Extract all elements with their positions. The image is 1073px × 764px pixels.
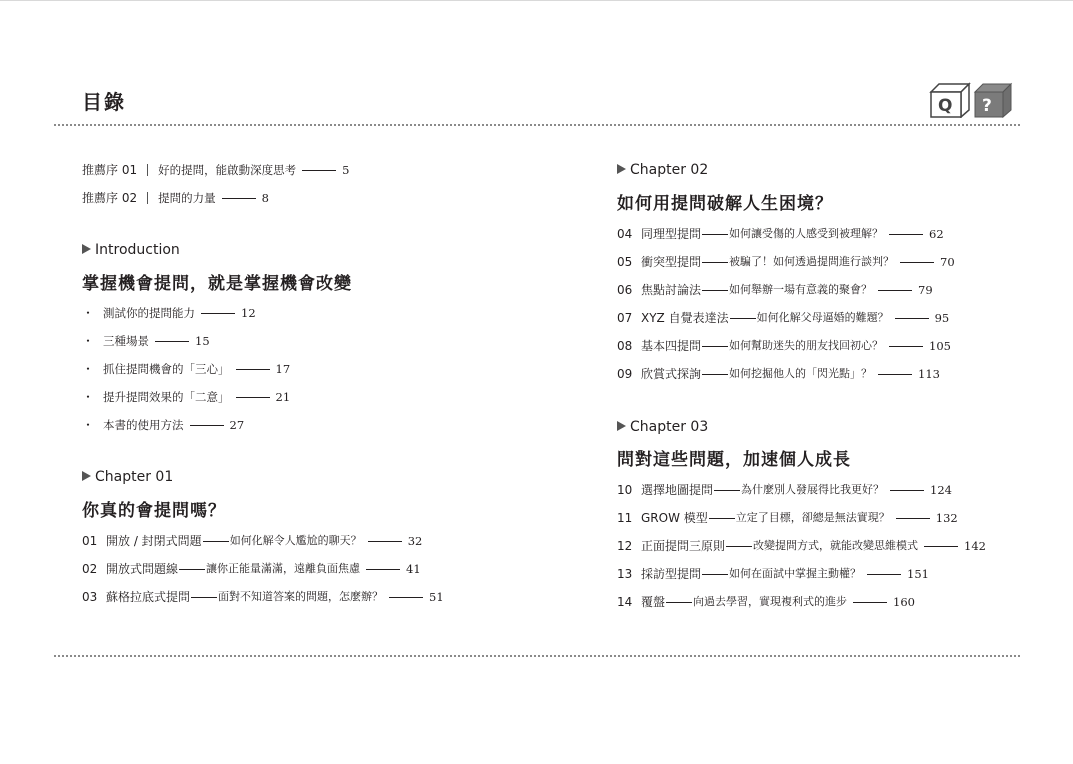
leader-dash — [889, 234, 923, 235]
entry-subtitle: 面對不知道答案的問題，怎麼辦？ — [218, 590, 384, 603]
entry-title: 開放 / 封閉式問題 — [106, 534, 202, 548]
entry-subtitle: 讓你正能量滿滿，遠離負面焦慮 — [206, 562, 361, 575]
top-border — [0, 0, 1073, 1]
section-title: 問對這些問題，加速個人成長 — [617, 450, 851, 470]
entry-title: 選擇地圖提問 — [641, 483, 714, 497]
page-number: 160 — [893, 595, 915, 609]
entry-number: 10 — [617, 483, 633, 497]
entry-title: 同理型提問 — [641, 227, 702, 241]
leader-dash — [702, 374, 728, 375]
leader-dash — [190, 425, 224, 426]
entry-title: XYZ 自覺表達法 — [641, 311, 729, 325]
entry-title: GROW 模型 — [641, 511, 708, 525]
entry-subtitle: 向過去學習，實現複利式的進步 — [693, 595, 848, 608]
entry-title: 衝突型提問 — [641, 255, 702, 269]
leader-dash — [203, 541, 229, 542]
section-title: 掌握機會提問，就是掌握機會改變 — [82, 274, 352, 294]
entry-number: 09 — [617, 367, 633, 381]
entry-subtitle: 改變提問方式，就能改變思維模式 — [753, 539, 919, 552]
section-title: 如何用提問破解人生困境？ — [617, 194, 833, 214]
leader-dash — [726, 546, 752, 547]
toc-entry[interactable] — [82, 533, 422, 549]
entry-number: 08 — [617, 339, 633, 353]
leader-dash — [179, 569, 205, 570]
leader-dash — [222, 198, 256, 199]
section-label: Chapter 01 — [82, 469, 173, 485]
triangle-icon — [82, 471, 91, 481]
bullet-icon: ・ — [82, 362, 95, 376]
page-number: 12 — [241, 306, 256, 320]
leader-dash — [155, 341, 189, 342]
separator-bar — [147, 192, 148, 204]
entry-number: 02 — [82, 562, 98, 576]
entry-number: 06 — [617, 283, 633, 297]
toc-entry[interactable] — [82, 162, 349, 178]
leader-dash — [366, 569, 400, 570]
qa-cube-logo — [929, 80, 1013, 118]
section-label: Introduction — [82, 242, 180, 258]
leader-dash — [702, 346, 728, 347]
entry-title: 焦點討論法 — [641, 283, 702, 297]
entry-title: 採訪型提問 — [641, 567, 702, 581]
leader-dash — [666, 602, 692, 603]
page-number: 62 — [929, 227, 944, 241]
toc-entry[interactable] — [617, 594, 915, 610]
bullet-icon: ・ — [82, 418, 95, 432]
entry-number: 07 — [617, 311, 633, 325]
leader-dash — [889, 346, 923, 347]
entry-title: 正面提問三原則 — [641, 539, 726, 553]
entry-text: 提升提問效果的「二意」 — [103, 390, 230, 404]
leader-dash — [896, 518, 930, 519]
page-number: 51 — [429, 590, 444, 604]
toc-entry[interactable] — [617, 366, 940, 382]
toc-entry[interactable] — [82, 389, 290, 405]
entry-text: 抓住提問機會的「三心」 — [103, 362, 230, 376]
entry-number: 01 — [82, 534, 98, 548]
page-number: 95 — [934, 311, 950, 325]
entry-subtitle: 如何舉辦一場有意義的聚會？ — [729, 283, 873, 296]
page-number: 21 — [275, 390, 291, 404]
preface-title: 提問的力量 — [158, 191, 216, 205]
leader-dash — [890, 490, 924, 491]
entry-subtitle: 為什麼別人發展得比我更好？ — [741, 483, 885, 496]
entry-number: 12 — [617, 539, 633, 553]
leader-dash — [236, 397, 270, 398]
entry-number: 05 — [617, 255, 633, 269]
page-number: 41 — [406, 562, 421, 576]
toc-entry[interactable] — [617, 254, 955, 270]
toc-entry[interactable] — [82, 589, 444, 605]
svg-text:?: ? — [982, 96, 992, 116]
page-number: 17 — [275, 362, 291, 376]
leader-dash — [867, 574, 901, 575]
entry-number: 04 — [617, 227, 633, 241]
entry-subtitle: 被騙了！如何透過提問進行談判？ — [729, 255, 895, 268]
toc-entry[interactable] — [617, 566, 929, 582]
leader-dash — [900, 262, 934, 263]
leader-dash — [702, 290, 728, 291]
entry-title: 開放式問題線 — [106, 562, 179, 576]
section-label: Chapter 03 — [617, 419, 708, 435]
top-dotted-divider — [54, 124, 1020, 126]
toc-entry[interactable] — [617, 226, 944, 242]
leader-dash — [302, 170, 336, 171]
page-number: 132 — [935, 511, 958, 525]
page-number: 124 — [930, 483, 952, 497]
page-number: 70 — [940, 255, 955, 269]
question-cube-icon — [975, 84, 1011, 117]
entry-number: 14 — [617, 595, 633, 609]
toc-entry[interactable] — [82, 361, 290, 377]
leader-dash — [924, 546, 958, 547]
page-number: 113 — [918, 367, 940, 381]
separator-bar — [147, 164, 148, 176]
toc-entry[interactable] — [82, 333, 210, 349]
entry-number: 13 — [617, 567, 633, 581]
leader-dash — [236, 369, 270, 370]
preface-label: 推薦序 01 — [82, 163, 138, 177]
page-number: 27 — [229, 418, 245, 432]
toc-entry[interactable] — [617, 338, 951, 354]
toc-entry[interactable] — [617, 538, 986, 554]
entry-subtitle: 如何在面試中掌握主動權？ — [729, 567, 862, 580]
page-number: 8 — [261, 191, 269, 205]
entry-title: 欣賞式探詢 — [641, 367, 702, 381]
section-title: 你真的會提問嗎？ — [82, 501, 226, 521]
leader-dash — [853, 602, 887, 603]
entry-title: 基本四提問 — [641, 339, 702, 353]
toc-entry[interactable] — [82, 561, 421, 577]
triangle-icon — [617, 164, 626, 174]
leader-dash — [702, 234, 728, 235]
page-number: 15 — [195, 334, 210, 348]
page-number: 151 — [907, 567, 929, 581]
triangle-icon — [82, 244, 91, 254]
page-title: 目錄 — [82, 90, 126, 114]
toc-entry[interactable] — [617, 282, 933, 298]
leader-dash — [878, 290, 912, 291]
toc-entry[interactable] — [82, 417, 244, 433]
toc-entry[interactable] — [82, 305, 256, 321]
leader-dash — [878, 374, 912, 375]
svg-text:Q: Q — [938, 96, 953, 116]
section-label: Chapter 02 — [617, 162, 708, 178]
leader-dash — [702, 262, 728, 263]
leader-dash — [201, 313, 235, 314]
toc-entry[interactable] — [617, 510, 958, 526]
leader-dash — [709, 518, 735, 519]
entry-subtitle: 如何幫助迷失的朋友找回初心？ — [729, 339, 884, 352]
entry-subtitle: 如何挖掘他人的「閃光點」？ — [729, 367, 873, 380]
entry-title: 覆盤 — [641, 595, 666, 609]
entry-number: 03 — [82, 590, 98, 604]
entry-subtitle: 如何化解令人尷尬的聊天？ — [229, 534, 362, 547]
entry-subtitle: 立定了目標，卻總是無法實現？ — [735, 511, 890, 524]
page-number: 79 — [918, 283, 933, 297]
entry-text: 三種場景 — [103, 334, 150, 348]
entry-subtitle: 如何讓受傷的人感受到被理解？ — [729, 227, 884, 240]
preface-title: 好的提問，能啟動深度思考 — [158, 163, 297, 177]
bullet-icon: ・ — [82, 390, 95, 404]
page-number: 5 — [342, 163, 350, 177]
toc-entry[interactable] — [617, 482, 952, 498]
leader-dash — [730, 318, 756, 319]
preface-label: 推薦序 02 — [82, 191, 138, 205]
page-number: 105 — [929, 339, 951, 353]
page-number: 32 — [407, 534, 423, 548]
page-number: 142 — [964, 539, 986, 553]
leader-dash — [895, 318, 929, 319]
entry-text: 本書的使用方法 — [103, 418, 184, 432]
leader-dash — [368, 541, 402, 542]
q-cube-icon — [931, 84, 969, 117]
triangle-icon — [617, 421, 626, 431]
leader-dash — [389, 597, 423, 598]
bullet-icon: ・ — [82, 334, 95, 348]
bullet-icon: ・ — [82, 306, 95, 320]
entry-number: 11 — [617, 511, 633, 525]
entry-title: 蘇格拉底式提問 — [106, 590, 191, 604]
bottom-dotted-divider — [54, 655, 1020, 657]
leader-dash — [191, 597, 217, 598]
leader-dash — [714, 490, 740, 491]
entry-subtitle: 如何化解父母逼婚的難題？ — [756, 311, 889, 324]
entry-text: 測試你的提問能力 — [103, 306, 196, 320]
leader-dash — [702, 574, 728, 575]
toc-entry[interactable] — [82, 190, 269, 206]
toc-entry[interactable] — [617, 310, 949, 326]
